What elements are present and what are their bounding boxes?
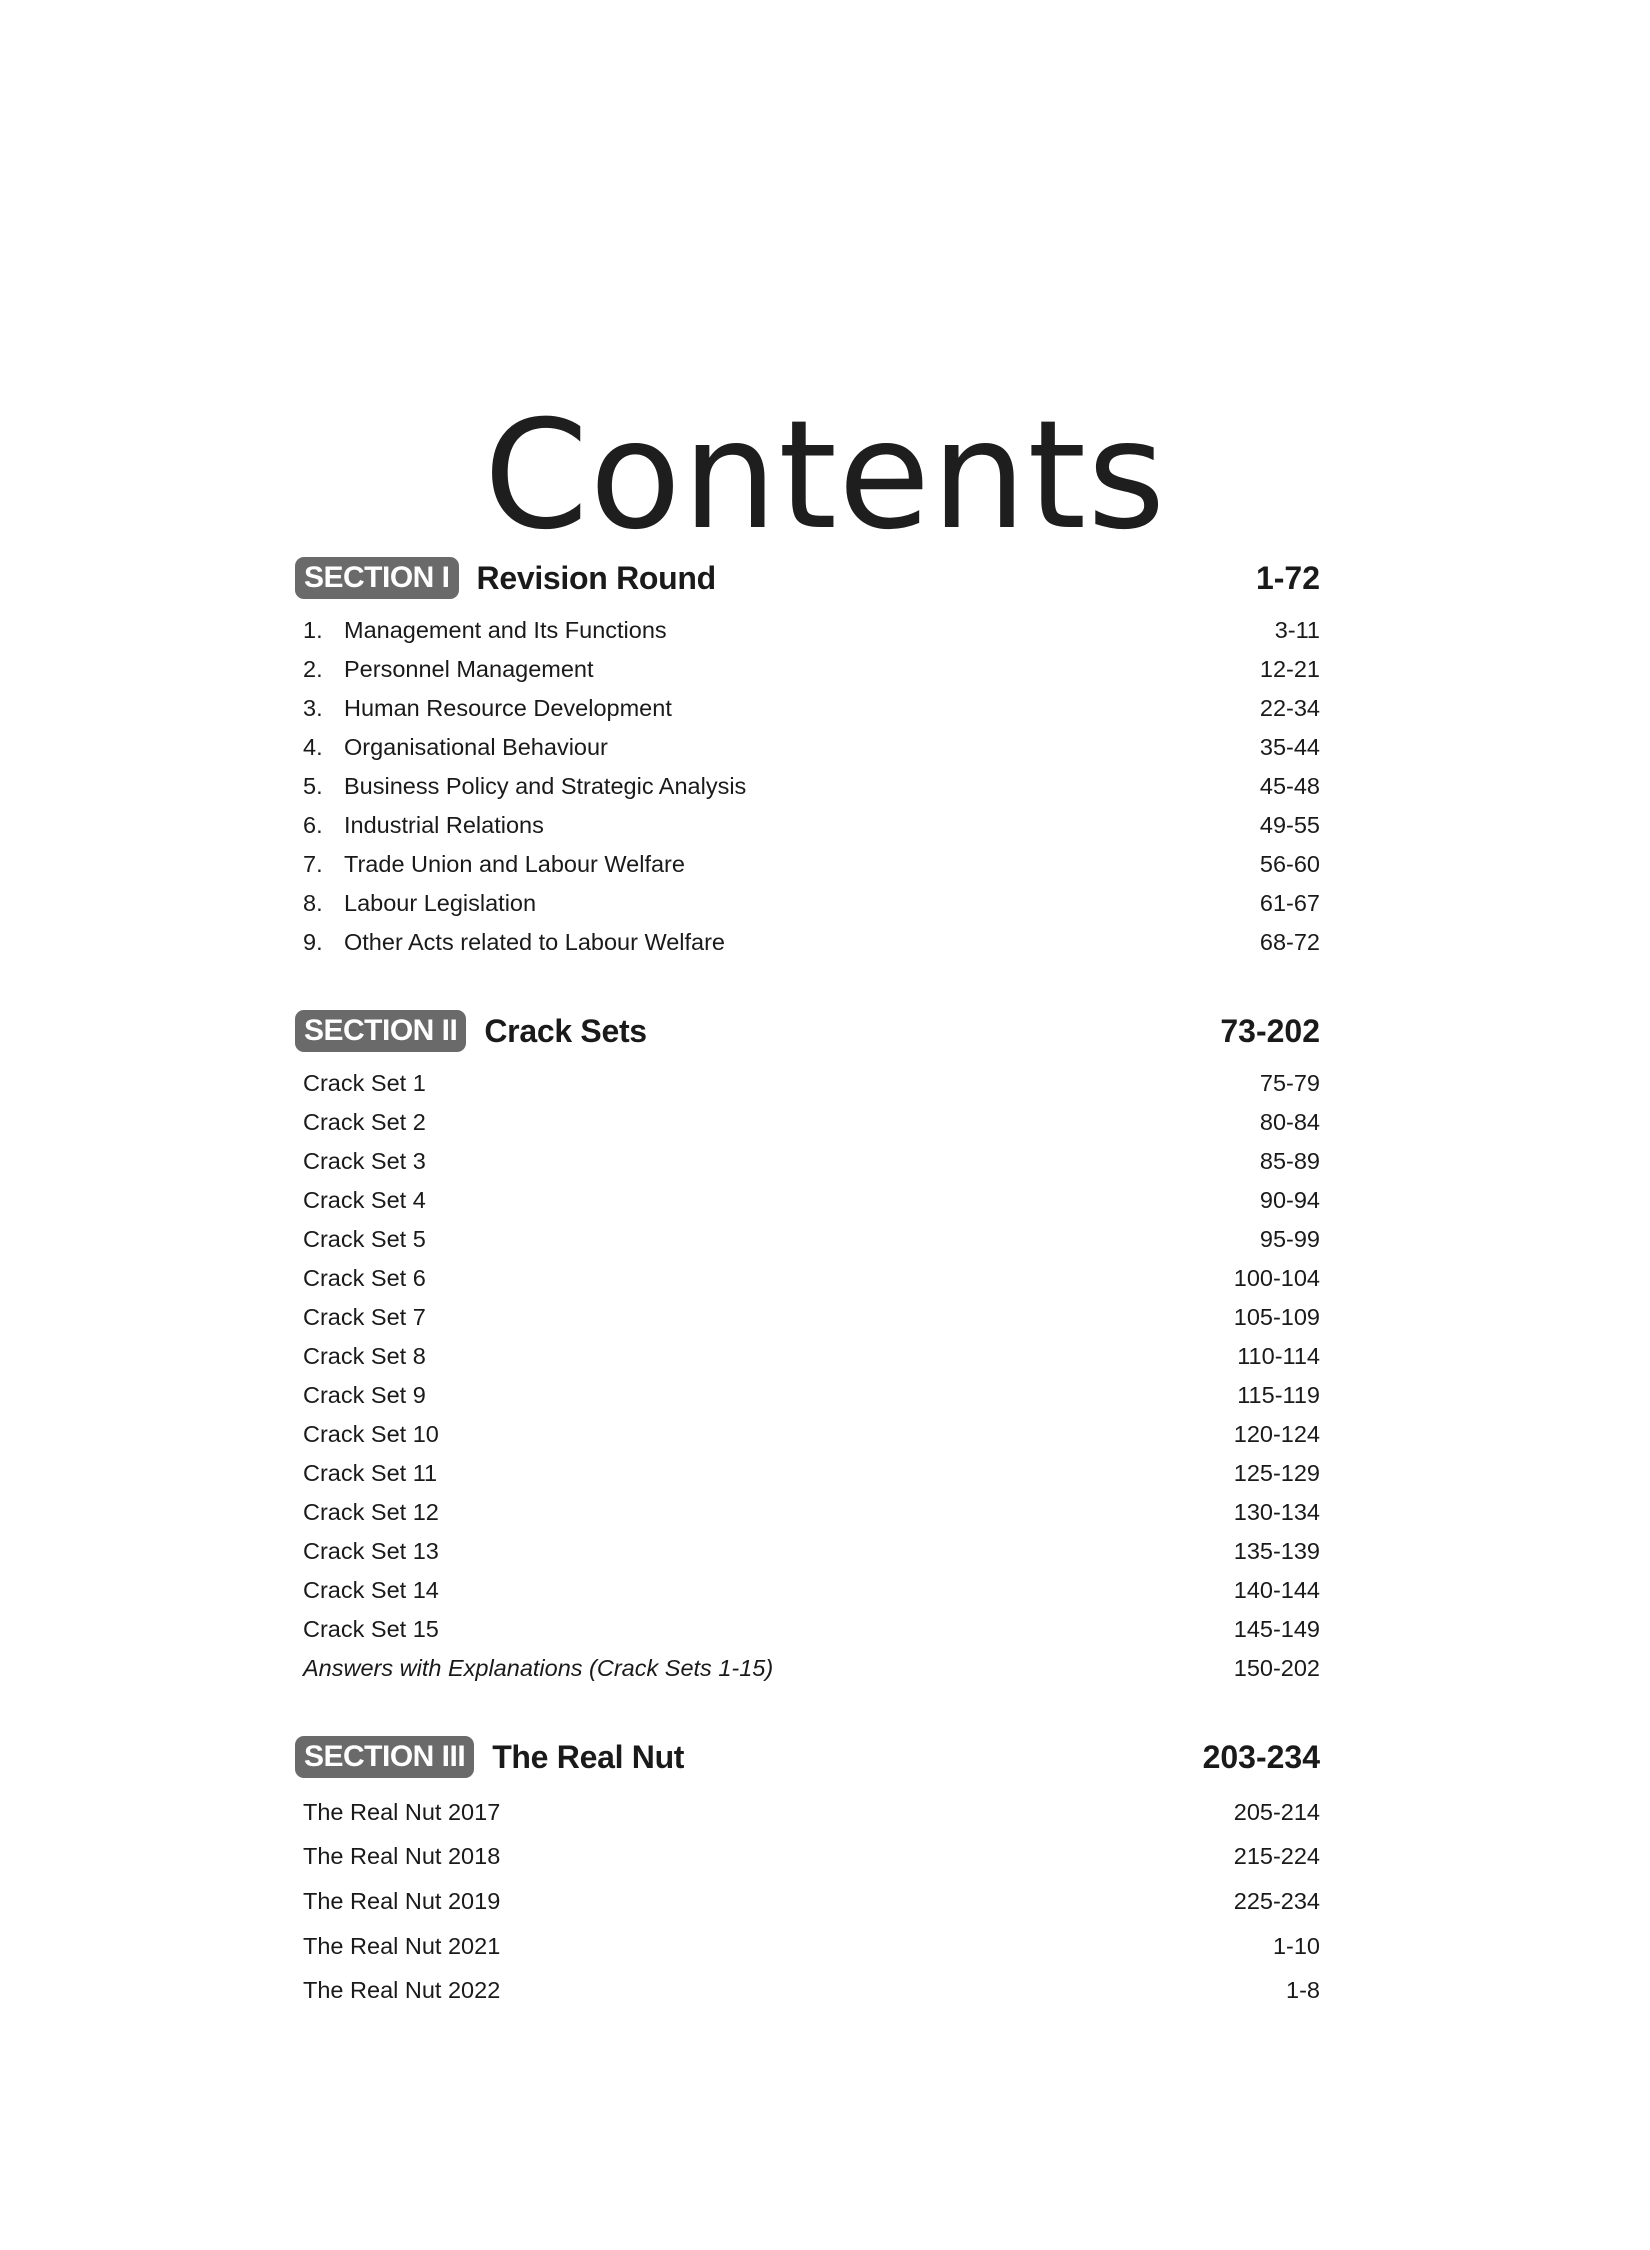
entry-pages: 3-11: [1274, 617, 1320, 643]
section-title[interactable]: The Real Nut: [492, 1738, 685, 1775]
entry-label: Crack Set 8: [303, 1343, 426, 1369]
toc-entry[interactable]: [303, 1454, 1320, 1493]
entry-pages: 95-99: [1259, 1226, 1320, 1252]
entry-label: Human Resource Development: [344, 695, 672, 721]
toc-entry[interactable]: [303, 611, 1320, 650]
table-of-contents: [295, 555, 1320, 2013]
entry-pages: 120-124: [1233, 1421, 1320, 1447]
entry-label: Crack Set 2: [303, 1109, 426, 1135]
entry-number: 5.: [303, 773, 323, 799]
toc-entry[interactable]: [303, 1968, 1320, 2013]
entry-pages: 145-149: [1233, 1616, 1320, 1642]
entry-label: Crack Set 3: [303, 1148, 426, 1174]
toc-entry[interactable]: [303, 1790, 1320, 1835]
chapter-list: [295, 1790, 1320, 2013]
section-page-range: 1-72: [1255, 559, 1320, 596]
toc-entry[interactable]: [303, 1835, 1320, 1880]
entry-pages: 61-67: [1259, 890, 1320, 916]
entry-label: Crack Set 12: [303, 1499, 439, 1525]
section-crack-sets: [295, 1008, 1320, 1688]
section-page-range: 203-234: [1202, 1738, 1320, 1775]
entry-pages: 125-129: [1233, 1460, 1320, 1486]
toc-entry[interactable]: [303, 1337, 1320, 1376]
entry-pages: 100-104: [1233, 1265, 1320, 1291]
entry-pages: 80-84: [1259, 1109, 1320, 1135]
toc-entry[interactable]: [303, 923, 1320, 962]
entry-label: The Real Nut 2021: [303, 1932, 501, 1959]
entry-pages: 90-94: [1259, 1187, 1320, 1213]
entry-label: Crack Set 9: [303, 1382, 426, 1408]
page-title: Contents: [483, 388, 1167, 563]
toc-entry[interactable]: [303, 767, 1320, 806]
entry-pages: 140-144: [1233, 1577, 1320, 1603]
entry-label: Crack Set 15: [303, 1616, 439, 1642]
section-revision-round: [295, 555, 1320, 962]
entry-label: Answers with Explanations (Crack Sets 1-15): [303, 1655, 774, 1681]
entry-pages: 1-8: [1286, 1977, 1320, 2004]
entry-label: Business Policy and Strategic Analysis: [344, 773, 747, 799]
toc-entry[interactable]: [303, 1103, 1320, 1142]
entry-label: Organisational Behaviour: [344, 734, 608, 760]
entry-label: Crack Set 4: [303, 1187, 426, 1213]
entry-number: 8.: [303, 890, 323, 916]
entry-label: Trade Union and Labour Welfare: [344, 851, 685, 877]
entry-label: Crack Set 10: [303, 1421, 439, 1447]
section-badge: SECTION I: [295, 557, 459, 599]
section-badge: SECTION II: [295, 1010, 466, 1052]
entry-pages: 85-89: [1259, 1148, 1320, 1174]
section-title[interactable]: Revision Round: [476, 559, 716, 596]
entry-number: 2.: [303, 656, 323, 682]
toc-entry[interactable]: [303, 689, 1320, 728]
entry-label: Crack Set 5: [303, 1226, 426, 1252]
entry-pages: 45-48: [1259, 773, 1320, 799]
toc-entry[interactable]: [303, 1610, 1320, 1649]
entry-label: The Real Nut 2019: [303, 1887, 501, 1914]
toc-entry[interactable]: [303, 884, 1320, 923]
entry-pages: 130-134: [1233, 1499, 1320, 1525]
entry-label: Labour Legislation: [344, 890, 537, 916]
entry-pages: 105-109: [1233, 1304, 1320, 1330]
section-page-range: 73-202: [1220, 1012, 1320, 1049]
entry-label: Crack Set 1: [303, 1070, 426, 1096]
toc-entry[interactable]: [303, 1924, 1320, 1969]
section-header: [295, 555, 1320, 601]
entry-label: The Real Nut 2022: [303, 1977, 501, 2004]
entry-pages: 35-44: [1259, 734, 1320, 760]
toc-entry[interactable]: [303, 806, 1320, 845]
entry-label: Crack Set 11: [303, 1460, 438, 1486]
section-header: [295, 1008, 1320, 1054]
entry-number: 4.: [303, 734, 323, 760]
toc-entry[interactable]: [303, 1879, 1320, 1924]
entry-label: Crack Set 7: [303, 1304, 426, 1330]
entry-label: Management and Its Functions: [344, 617, 667, 643]
entry-pages: 68-72: [1259, 929, 1320, 955]
entry-pages: 49-55: [1259, 812, 1320, 838]
toc-entry[interactable]: [303, 1376, 1320, 1415]
toc-entry[interactable]: [303, 1142, 1320, 1181]
toc-entry[interactable]: [303, 1532, 1320, 1571]
entry-number: 9.: [303, 929, 323, 955]
entry-pages: 12-21: [1259, 656, 1320, 682]
entry-label: Other Acts related to Labour Welfare: [344, 929, 725, 955]
entry-number: 1.: [303, 617, 323, 643]
entry-label: The Real Nut 2017: [303, 1798, 501, 1825]
toc-entry[interactable]: [303, 1415, 1320, 1454]
toc-entry[interactable]: [303, 1493, 1320, 1532]
section-header: [295, 1734, 1320, 1780]
entry-label: Crack Set 14: [303, 1577, 439, 1603]
entry-number: 3.: [303, 695, 323, 721]
entry-pages: 135-139: [1233, 1538, 1320, 1564]
entry-number: 7.: [303, 851, 323, 877]
chapter-list: [295, 611, 1320, 962]
entry-label: Crack Set 6: [303, 1265, 426, 1291]
entry-pages: 205-214: [1233, 1798, 1320, 1825]
toc-entry[interactable]: [303, 1181, 1320, 1220]
toc-entry[interactable]: [303, 650, 1320, 689]
entry-label: Industrial Relations: [344, 812, 544, 838]
entry-pages: 115-119: [1237, 1382, 1320, 1408]
section-badge: SECTION III: [295, 1736, 474, 1778]
toc-entry[interactable]: [303, 1298, 1320, 1337]
section-the-real-nut: [295, 1734, 1320, 2013]
toc-entry[interactable]: [303, 1259, 1320, 1298]
toc-entry[interactable]: [303, 1649, 1320, 1688]
entry-pages: 110-114: [1237, 1343, 1320, 1369]
entry-label: Personnel Management: [344, 656, 594, 682]
toc-entry[interactable]: [303, 728, 1320, 767]
section-title[interactable]: Crack Sets: [484, 1012, 647, 1049]
entry-pages: 75-79: [1259, 1070, 1320, 1096]
entry-pages: 1-10: [1272, 1932, 1320, 1959]
entry-pages: 56-60: [1259, 851, 1320, 877]
entry-pages: 150-202: [1233, 1655, 1320, 1681]
toc-entry[interactable]: [303, 1571, 1320, 1610]
toc-entry[interactable]: [303, 1064, 1320, 1103]
entry-pages: 225-234: [1233, 1887, 1320, 1914]
entry-number: 6.: [303, 812, 323, 838]
toc-entry[interactable]: [303, 1220, 1320, 1259]
chapter-list: [295, 1064, 1320, 1688]
toc-entry[interactable]: [303, 845, 1320, 884]
entry-pages: 22-34: [1259, 695, 1320, 721]
entry-label: Crack Set 13: [303, 1538, 439, 1564]
entry-pages: 215-224: [1233, 1843, 1320, 1870]
entry-label: The Real Nut 2018: [303, 1843, 501, 1870]
